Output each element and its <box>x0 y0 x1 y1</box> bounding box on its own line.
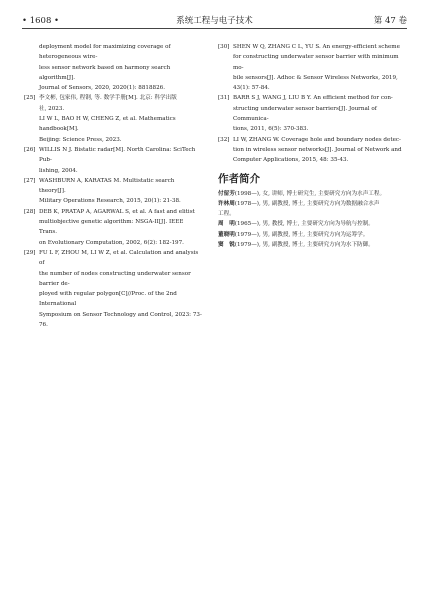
reference-number: [30] <box>218 44 230 50</box>
reference-number: [28] <box>24 208 36 215</box>
reference-line: the number of nodes constructing underwater sensor barrier de- <box>39 270 191 287</box>
author-bio-line <box>218 219 406 229</box>
reference-line: on Evolutionary Computation, 2002, 6(2): 182-197. <box>39 239 184 246</box>
reference-number: [31] <box>218 95 230 102</box>
reference-line: LI W L, BAO H W, CHENG Z, et al. Mathematics handbook[M]. <box>39 116 176 133</box>
reference-number: [26] <box>24 146 36 153</box>
reference-line: bile sensors[J]. Adhoc & Sensor Wireless Networks, 2019, <box>233 74 398 81</box>
reference-line: 43(1): 57-84. <box>233 85 270 92</box>
author-bio-text: (1978—), 男, 副教授, 博士, 主要研究方向为数据融合水声 <box>234 200 380 207</box>
author-bio-line <box>218 240 406 250</box>
reference-line: FU L F, ZHOU M, LI W Z, et al. Calculation and analysis of <box>39 249 199 267</box>
reference-line: deployment model for maximizing coverage of heterogeneous wire- <box>39 44 171 61</box>
page-header <box>22 14 407 29</box>
reference-line: 社, 2023. <box>39 105 65 112</box>
reference-item <box>218 93 406 134</box>
reference-line: less sensor network based on harmony search algorithm[J]. <box>39 64 171 81</box>
references-left-column <box>24 42 202 330</box>
author-name: 董晓明 <box>218 231 235 238</box>
reference-item <box>24 42 202 93</box>
reference-line: tion in wireless sensor networks[J]. Journal of Network and <box>233 146 402 153</box>
reference-line: WILLIS N J. Bistatic radar[M]. North Carolina: SciTech Pub- <box>39 146 196 164</box>
reference-line: Military Operations Research, 2015, 20(1): 21-38. <box>39 198 181 205</box>
author-bio-text: (1965—), 男, 教授, 博士, 主要研究方向为导航与控制。 <box>234 221 374 228</box>
reference-line: WASHBURN A, KARATAS M. Multistatic search theory[J]. <box>39 177 175 195</box>
reference-item <box>24 248 202 330</box>
reference-item <box>218 135 406 166</box>
authors-section-title: 作者简介 <box>218 172 260 185</box>
reference-line: SHEN W Q, ZHANG C L, YU S. An energy-efficient scheme <box>233 44 400 50</box>
reference-line: DEB K, PRATAP A, AGARWAL S, et al. A fast and elitist <box>39 208 195 215</box>
author-bio-text: (1998—), 女, 讲师, 博士研究生, 主要研究方向为水声工程。 <box>234 190 386 197</box>
reference-item <box>24 176 202 207</box>
author-bio-text: 工程。 <box>218 211 235 218</box>
reference-item <box>218 42 406 93</box>
reference-line: 李文彬, 包家伟, 程钢, 等. 数学手册[M]. 北京: 科学出版 <box>39 95 177 102</box>
author-bio <box>218 189 406 199</box>
reference-item <box>24 145 202 176</box>
reference-line: Symposium on Sensor Technology and Control, 2023: 73-76. <box>39 311 202 329</box>
reference-line: lishing, 2004. <box>39 167 78 174</box>
author-bio-line <box>218 209 406 219</box>
author-bio-text: (1979—), 男, 副教授, 博士, 主要研究方向为运筹学。 <box>234 231 369 238</box>
author-bio <box>218 199 406 220</box>
reference-line: tions, 2011, 6(5): 370-383. <box>233 126 309 133</box>
reference-number: [32] <box>218 136 230 143</box>
author-bio <box>218 240 406 250</box>
reference-item <box>24 93 202 144</box>
reference-line: Computer Applications, 2015, 48: 35-43. <box>233 157 349 164</box>
reference-line: structing underwater sensor barriers[J]. Journal of Communica- <box>233 105 377 123</box>
page-number: • 1608 • <box>22 16 60 26</box>
author-bio-line <box>218 230 406 240</box>
author-name: 付留芳 <box>218 190 235 197</box>
author-bio-line <box>218 189 406 199</box>
reference-line: multiobjective genetic algorithm: NSGA-II[J]. IEEE Trans. <box>39 219 184 236</box>
reference-line: LI W, ZHANG W. Coverage hole and boundary nodes detec- <box>233 136 401 143</box>
author-name: 许林周 <box>218 200 235 207</box>
author-bio-line <box>218 199 406 209</box>
volume-label: 第 47 卷 <box>373 16 407 26</box>
references-right-column <box>218 42 406 250</box>
reference-line: for constructing underwater sensor barrier with minimum mo- <box>233 54 399 71</box>
author-bio <box>218 219 406 229</box>
author-name: 窦 锐 <box>218 242 235 249</box>
reference-number: [29] <box>24 249 36 256</box>
reference-item <box>24 207 202 248</box>
reference-number: [25] <box>24 95 36 102</box>
reference-line: ployed with regular polygon[C]//Proc. of the 2nd International <box>39 291 177 308</box>
reference-number: [27] <box>24 177 36 184</box>
author-bio <box>218 230 406 240</box>
author-bio-text: (1979—), 男, 副教授, 博士, 主要研究方向为水下防御。 <box>234 242 374 249</box>
reference-line: Beijing: Science Press, 2023. <box>39 136 122 143</box>
reference-line: Journal of Sensors, 2020, 2020(1): 8818826. <box>39 85 165 92</box>
author-name: 周 明 <box>218 221 235 228</box>
reference-line: BARR S J, WANG J, LIU B Y. An efficient method for con- <box>233 95 393 102</box>
journal-title: 系统工程与电子技术 <box>176 16 253 26</box>
